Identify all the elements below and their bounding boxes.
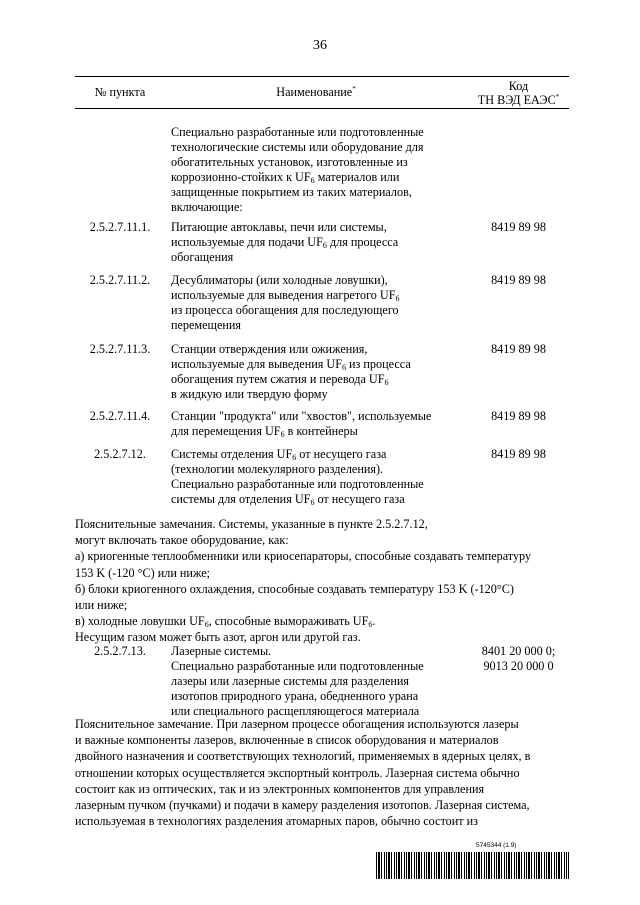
row-name: Станции отверждения или ожижения, используемые для выведения $UF_6$ из процесса обогащения путем сжатия и перевода $UF_6$ в жидкую или твердую форму — [171, 342, 411, 401]
row-code: 8419 89 98 — [491, 220, 546, 234]
table-header-rule — [75, 108, 569, 109]
header-name: Наименование* — [276, 85, 356, 99]
row-number: 2.5.2.7.11.2. — [89, 273, 151, 287]
row-code: 8419 89 98 — [491, 409, 546, 423]
explanatory-notes: Пояснительные замечания. Системы, указанные в пункте 2.5.2.7.12, могут включать такое оборудование, как: а) криогенные теплообменники или криосепараторы, способные создавать температуру 153 K (-120 °C) или ниже; б) блоки криогенного охлаждения, способные создавать температуру 153 K (-120°C) или ниже; в) холодные ловушки $UF_6$, способные вымораживать $UF_6$. Несущим газом может быть азот, аргон или другой газ. — [75, 517, 532, 645]
row-code: 8419 89 98 — [491, 447, 546, 461]
intro-text: Специально разработанные или подготовленные технологические системы или оборудование для обогатительных установок, изготовленные из коррозионно-стойких к $UF_6$ материалов или защищенные покрытием из таких материалов, включающие: — [171, 125, 424, 214]
barcode-image — [376, 852, 569, 879]
row-number: 2.5.2.7.11.3. — [89, 342, 151, 356]
row-number: 2.5.2.7.11.4. — [89, 409, 151, 423]
explanatory-note: Пояснительное замечание. При лазерном процессе обогащения используются лазеры и важные компоненты лазеров, включенные в список оборудования и материалов двойного назначения и соответствующих технологий, применяемых в ядерных целях, в отношении которых осуществляется экспортный контроль. Лазерная система обычно состоит как из оптических, так и из электронных компонентов для управления лазерным пучком (пучками) и подачи в камеру разделения изотопов. Лазерная система, используемая в технологиях разделения атомарных паров, обычно состоит из — [75, 717, 531, 829]
row-name: Станции "продукта" или "хвостов", используемые для перемещения $UF_6$ в контейнеры — [171, 409, 432, 439]
row-name: Питающие автоклавы, печи или системы, используемые для подачи $UF_6$ для процесса обогащения — [171, 220, 399, 264]
row-name: Системы отделения $UF_6$ от несущего газа (технологии молекулярного разделения). Специально разработанные или подготовленные системы для отделения $UF_6$ от несущего газа — [171, 447, 424, 507]
row-code: 8419 89 98 — [491, 273, 546, 287]
page-number: 36 — [313, 38, 327, 53]
row-number: 2.5.2.7.12. — [94, 447, 146, 461]
header-number: № пункта — [94, 85, 146, 99]
row-number: 2.5.2.7.11.1. — [89, 220, 151, 234]
barcode-number: 5745344 (1.9) — [476, 842, 517, 849]
row-code: 8419 89 98 — [491, 342, 546, 356]
row-name: Лазерные системы. Специально разработанные или подготовленные лазеры или лазерные системы для разделения изотопов природного урана, обедненного урана или специального расщепляющегося материала — [171, 644, 424, 718]
table-top-rule — [75, 76, 569, 77]
row-name: Десублиматоры (или холодные ловушки), используемые для выведения нагретого $UF_6$ из процесса обогащения для последующего перемещения — [171, 273, 400, 332]
row-number: 2.5.2.7.13. — [94, 644, 146, 658]
header-code: Код ТН ВЭД ЕАЭС* — [477, 79, 560, 107]
row-code: 8401 20 000 0; 9013 20 000 0 — [481, 644, 556, 673]
